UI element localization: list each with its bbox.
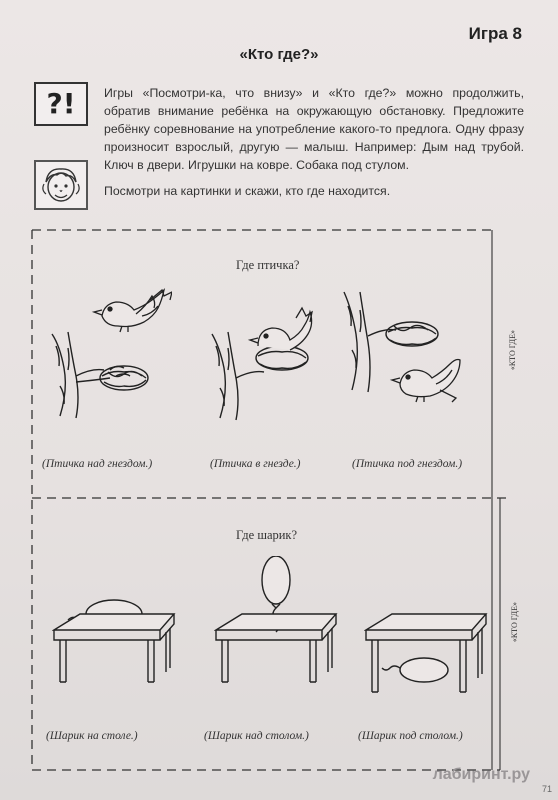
watermark: лабиринт.ру <box>432 766 530 783</box>
caption-bird-in: (Птичка в гнезде.) <box>210 458 301 470</box>
bird-above-nest-image <box>46 286 172 426</box>
child-face-icon <box>34 160 88 210</box>
side-label-bird: «КТО ГДЕ» <box>508 330 517 371</box>
bird-in-nest-image <box>208 288 328 426</box>
caption-bird-below: (Птичка под гнездом.) <box>352 458 463 470</box>
attention-icon <box>34 82 88 126</box>
bird-question: Где птичка? <box>236 258 300 272</box>
balloon-above-table-image <box>214 556 338 686</box>
caption-balloon-under: (Шарик под столом.) <box>358 730 463 742</box>
bird-below-nest-image <box>340 290 470 426</box>
page-number: 71 <box>541 784 552 794</box>
attention-icon-text: ?! <box>46 87 76 120</box>
page-title: «Кто где?» <box>239 46 319 63</box>
intro-text: Игры «Посмотри-ка, что внизу» и «Кто где?» можно продолжить, обратив внимание ребёнка на окружающую обстановку. Предложите ребёнку соревнование на употребление какого-то предлога. Одну фразу произносит взрослый, другую — малыш. Например: Дым над трубой. Ключ в двери. Игрушки на ковре. Собака под стулом. <box>104 86 524 172</box>
task-text: Посмотри на картинки и скажи, кто где находится. <box>104 184 391 198</box>
caption-balloon-above: (Шарик над столом.) <box>204 730 309 742</box>
balloon-on-table-image <box>52 586 176 686</box>
side-label-balloon: «КТО ГДЕ» <box>510 602 519 643</box>
balloon-under-table-image <box>364 608 488 708</box>
game-number: Игра 8 <box>468 24 522 43</box>
caption-balloon-on: (Шарик на столе.) <box>46 730 138 742</box>
caption-bird-above: (Птичка над гнездом.) <box>42 458 153 470</box>
balloon-question: Где шарик? <box>236 528 298 542</box>
